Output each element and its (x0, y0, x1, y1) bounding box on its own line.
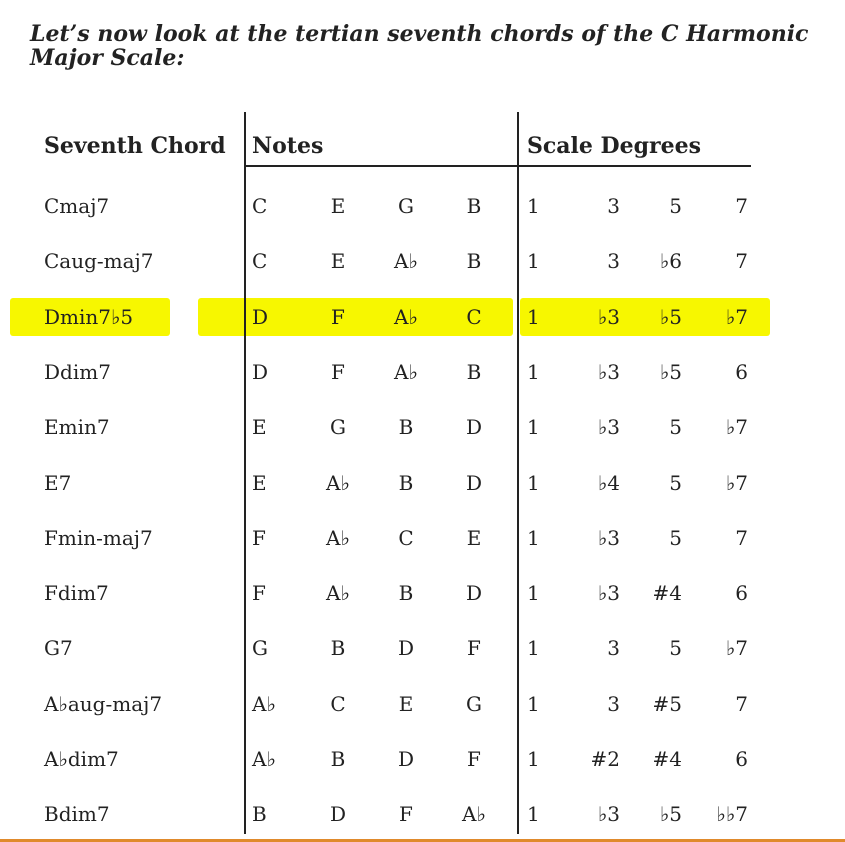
header-underline (244, 165, 751, 167)
scale-degree-cell: 7 (735, 249, 748, 274)
scale-degree-cell: 7 (735, 194, 748, 218)
chord-name: G7 (44, 636, 73, 661)
note-cell: A♭ (326, 581, 350, 606)
scale-degree-cell: 5 (669, 470, 682, 495)
scale-degree-cell: ♭7 (725, 304, 748, 329)
scale-degree-cell: 1 (527, 359, 540, 384)
scale-degree-cell: 1 (527, 249, 540, 274)
note-cell: D (397, 636, 415, 661)
chord-name: Emin7 (44, 415, 110, 440)
scale-degree-cell: #2 (590, 747, 620, 771)
chord-name: Fmin-maj7 (44, 525, 153, 550)
note-cell: A♭ (462, 802, 486, 827)
note-cell: B (466, 249, 482, 274)
note-cell: D (397, 747, 415, 771)
scale-degree-cell: ♭5 (659, 359, 682, 384)
scale-degree-cell: 6 (735, 747, 748, 771)
scale-degree-cell: 3 (607, 636, 620, 661)
scale-degree-cell: 1 (527, 747, 540, 771)
note-cell: E (330, 249, 346, 274)
note-cell: B (466, 194, 482, 218)
intro-heading: Let’s now look at the tertian seventh chords of the C Harmonic Major Scale: (30, 21, 809, 71)
note-cell: A♭ (252, 747, 276, 771)
scale-degree-cell: 3 (607, 691, 620, 716)
note-cell: A♭ (394, 359, 418, 384)
note-cell: D (465, 470, 483, 495)
header-notes: Notes (252, 133, 324, 159)
scale-degree-cell: ♭3 (597, 525, 620, 550)
note-cell: G (330, 415, 346, 440)
scale-degree-cell: ♭4 (597, 470, 620, 495)
scale-degree-cell: ♭3 (597, 802, 620, 827)
note-cell: D (329, 802, 347, 827)
scale-degree-cell: 7 (735, 691, 748, 716)
note-cell: B (398, 581, 414, 606)
note-cell: C (252, 194, 268, 218)
scale-degree-cell: 7 (735, 525, 748, 550)
column-divider (244, 112, 246, 834)
column-divider (517, 112, 519, 834)
note-cell: D (252, 304, 269, 329)
note-cell: C (466, 304, 482, 329)
scale-degree-cell: 1 (527, 636, 540, 661)
scale-degree-cell: ♭3 (597, 581, 620, 606)
note-cell: E (252, 470, 267, 495)
scale-degree-cell: ♭7 (725, 415, 748, 440)
chord-name: Ddim7 (44, 359, 111, 384)
chord-name: Cmaj7 (44, 194, 110, 218)
note-cell: C (398, 525, 414, 550)
scale-degree-cell: 1 (527, 691, 540, 716)
scale-degree-cell: ♭7 (725, 636, 748, 661)
scale-degree-cell: 1 (527, 525, 540, 550)
note-cell: E (252, 415, 267, 440)
note-cell: F (399, 802, 413, 827)
note-cell: A♭ (394, 304, 418, 329)
scale-degree-cell: ♭5 (659, 802, 682, 827)
scale-degree-cell: ♭3 (597, 415, 620, 440)
note-cell: F (252, 581, 266, 606)
chord-name: A♭aug-maj7 (44, 691, 163, 716)
chord-name: Fdim7 (44, 581, 109, 606)
note-cell: F (331, 359, 345, 384)
chord-name: A♭dim7 (44, 747, 119, 771)
note-cell: B (398, 415, 414, 440)
scale-degree-cell: #4 (652, 747, 682, 771)
chord-name: E7 (44, 470, 72, 495)
note-cell: C (330, 691, 346, 716)
note-cell: A♭ (326, 470, 350, 495)
note-cell: F (252, 525, 266, 550)
note-cell: B (466, 359, 482, 384)
scale-degree-cell: 5 (669, 636, 682, 661)
note-cell: G (252, 636, 268, 661)
scale-degree-cell: 5 (669, 194, 682, 218)
scale-degree-cell: 3 (607, 194, 620, 218)
note-cell: D (465, 415, 483, 440)
scale-degree-cell: ♭7 (725, 470, 748, 495)
scale-degree-cell: ♭3 (597, 359, 620, 384)
chord-name: Caug-maj7 (44, 249, 154, 274)
scale-degree-cell: ♭3 (597, 304, 620, 329)
chord-name: Dmin7♭5 (44, 304, 134, 329)
note-cell: B (398, 470, 414, 495)
scale-degree-cell: 5 (669, 525, 682, 550)
scale-degree-cell: ♭5 (659, 304, 682, 329)
scale-degree-cell: ♭♭7 (716, 802, 748, 827)
note-cell: A♭ (394, 249, 418, 274)
scale-degree-cell: 6 (735, 359, 748, 384)
scale-degree-cell: ♭6 (659, 249, 682, 274)
chord-name: Bdim7 (44, 802, 110, 827)
scale-degree-cell: #5 (652, 691, 682, 716)
note-cell: F (467, 636, 481, 661)
scale-degree-cell: 5 (669, 415, 682, 440)
scale-degree-cell: 1 (527, 470, 540, 495)
note-cell: E (466, 525, 482, 550)
scale-degree-cell: 1 (527, 194, 540, 218)
note-cell: A♭ (326, 525, 350, 550)
scale-degree-cell: 1 (527, 415, 540, 440)
note-cell: E (330, 194, 346, 218)
note-cell: G (398, 194, 414, 218)
note-cell: C (252, 249, 268, 274)
scale-degree-cell: 3 (607, 249, 620, 274)
note-cell: G (466, 691, 482, 716)
header-scale-degrees: Scale Degrees (527, 133, 701, 159)
note-cell: E (398, 691, 414, 716)
note-cell: F (331, 304, 345, 329)
scale-degree-cell: 1 (527, 581, 540, 606)
scale-degree-cell: #4 (652, 581, 682, 606)
note-cell: A♭ (252, 691, 276, 716)
note-cell: B (330, 636, 346, 661)
scale-degree-cell: 6 (735, 581, 748, 606)
header-seventh-chord: Seventh Chord (44, 133, 226, 159)
note-cell: B (330, 747, 346, 771)
note-cell: D (252, 359, 269, 384)
note-cell: D (465, 581, 483, 606)
scale-degree-cell: 1 (527, 802, 540, 827)
note-cell: B (252, 802, 267, 827)
scale-degree-cell: 1 (527, 304, 540, 329)
note-cell: F (467, 747, 481, 771)
